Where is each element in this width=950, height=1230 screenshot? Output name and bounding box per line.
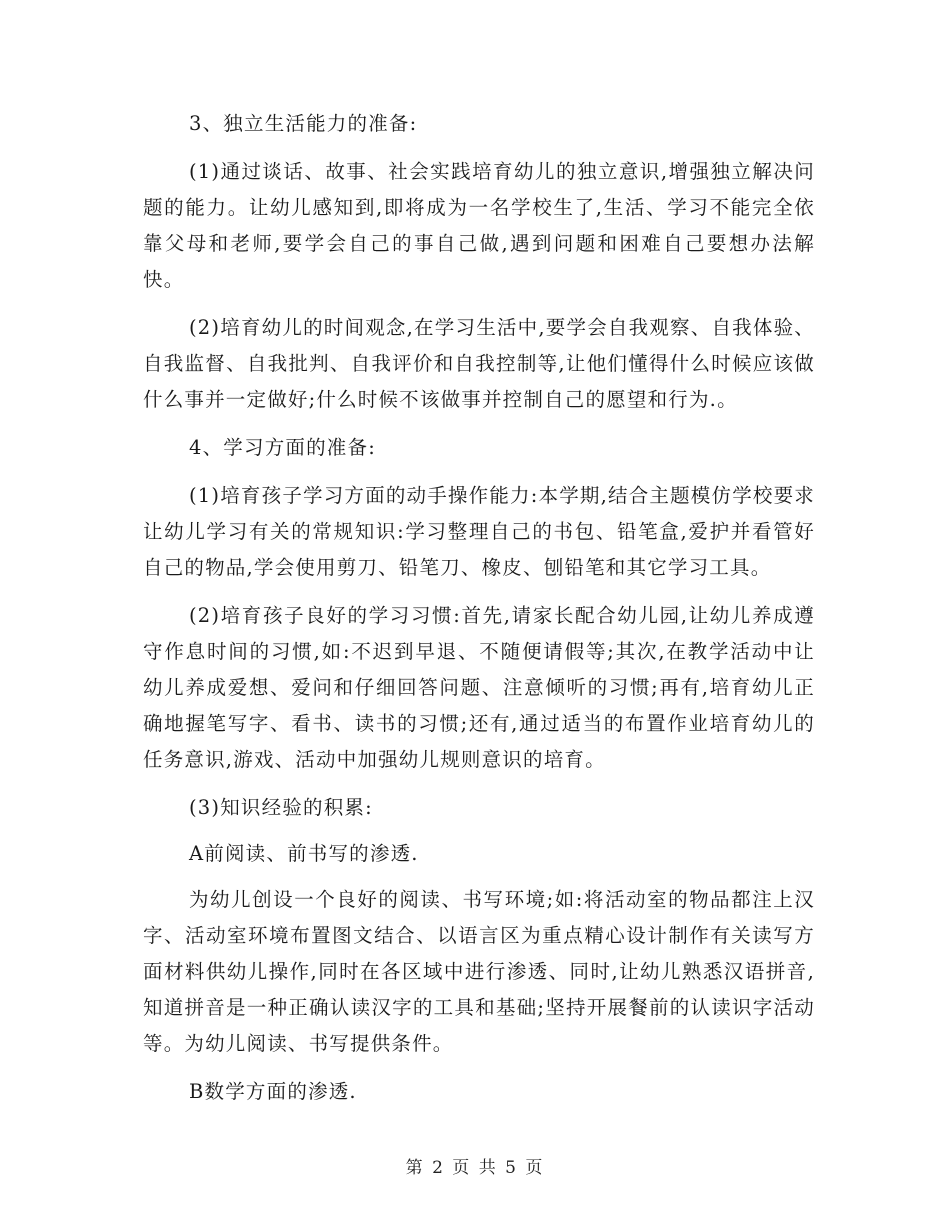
section-heading-learning-preparation: 4、学习方面的准备: <box>189 436 376 459</box>
subheading-pre-reading-writing: A前阅读、前书写的渗透. <box>189 842 419 865</box>
page-number-footer: 第 2 页 共 5 页 <box>405 1158 545 1178</box>
subheading-math-infiltration: B数学方面的渗透. <box>189 1080 357 1103</box>
paragraph-study-habits: (2)培育孩子良好的学习习惯:首先,请家长配合幼儿园,让幼儿养成遵守作息时间的习惯,如:不迟到早退、不随便请假等;其次,在教学活动中让幼儿养成爱想、爱问和仔细回答问题、注意倾听的习惯;再有,培育幼儿正确地握笔写字、看书、读书的习惯;还有,通过适当的布置作业培育幼儿的任务意识,游戏、活动中加强幼儿规则意识的培育。 <box>143 604 815 771</box>
section-heading-independent-living: 3、独立生活能力的准备: <box>189 112 418 135</box>
paragraph-time-concept: (2)培育幼儿的时间观念,在学习生活中,要学会自我观察、自我体验、自我监督、自我批判、自我评价和自我控制等,让他们懂得什么时候应该做什么事并一定做好;什么时候不该做事并控制自己的愿望和行为.。 <box>143 316 815 411</box>
paragraph-reading-environment: 为幼儿创设一个良好的阅读、书写环境;如:将活动室的物品都注上汉字、活动室环境布置图文结合、以语言区为重点精心设计制作有关读写方面材料供幼儿操作,同时在各区域中进行渗透、同时,让幼儿熟悉汉语拼音,知道拼音是一种正确认读汉字的工具和基础;坚持开展餐前的认读识字活动等。为幼儿阅读、书写提供条件。 <box>143 888 815 1055</box>
subheading-knowledge-accumulation: (3)知识经验的积累: <box>189 796 373 819</box>
paragraph-independence-awareness: (1)通过谈话、故事、社会实践培育幼儿的独立意识,增强独立解决问题的能力。让幼儿感知到,即将成为一名学校生了,生活、学习不能完全依靠父母和老师,要学会自己的事自己做,遇到问题和困难自己要想办法解快。 <box>143 160 815 291</box>
paragraph-hands-on-ability: (1)培育孩子学习方面的动手操作能力:本学期,结合主题模仿学校要求让幼儿学习有关的常规知识:学习整理自己的书包、铅笔盒,爱护并看管好自己的物品,学会使用剪刀、铅笔刀、橡皮、刨铅笔和其它学习工具。 <box>143 484 815 579</box>
document-body <box>143 106 815 1122</box>
